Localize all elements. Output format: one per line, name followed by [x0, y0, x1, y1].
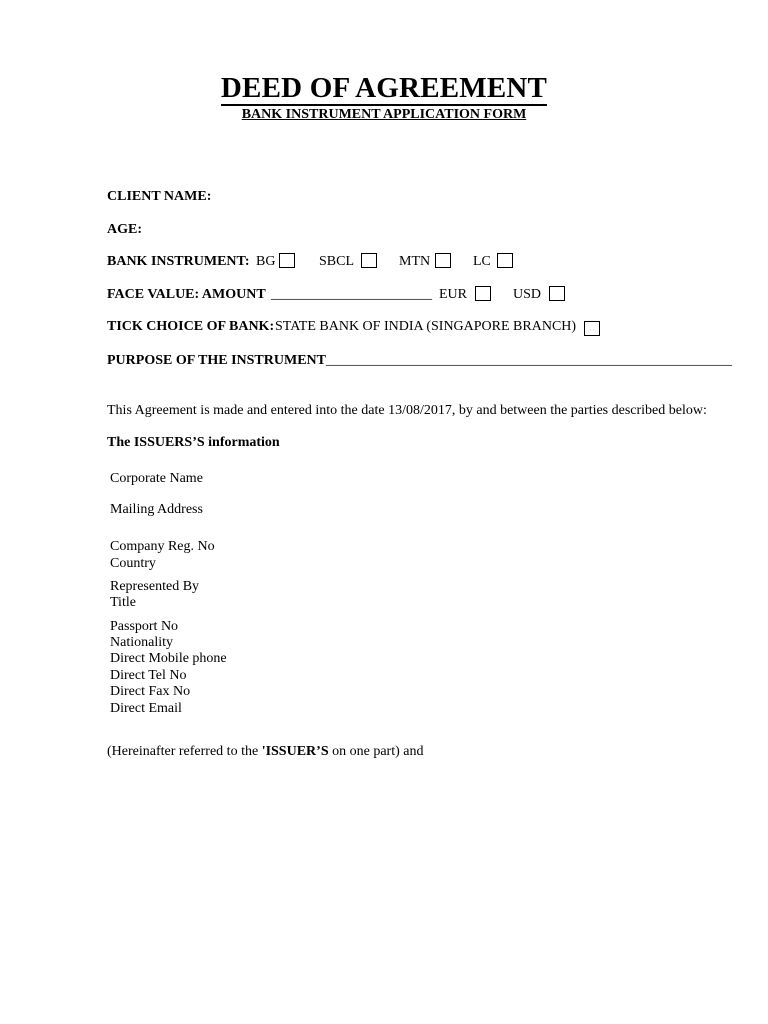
purpose-label — [107, 354, 732, 368]
issuer-field-direct-tel-no: Direct Tel No — [110, 668, 187, 683]
issuer-field-passport-no: Passport No — [110, 619, 179, 634]
face-value-blank[interactable]: _______________________ — [271, 287, 432, 302]
closing-suffix: on one part) and — [328, 744, 424, 759]
document-title — [0, 74, 768, 103]
purpose-label-text: PURPOSE OF THE INSTRUMENT — [107, 353, 326, 368]
bank-choice-checkbox[interactable] — [584, 321, 600, 336]
closing-prefix: (Hereinafter referred to the — [107, 744, 262, 759]
bank-choice-value: STATE BANK OF INDIA (SINGAPORE BRANCH) — [275, 319, 577, 334]
issuer-field-direct-mobile-phone: Direct Mobile phone — [110, 651, 227, 666]
age-label: AGE: — [107, 222, 142, 237]
issuer-heading: The ISSUERS’S information — [107, 435, 280, 450]
issuer-field-represented-by: Represented By — [110, 579, 200, 594]
currency-usd-label: USD — [513, 287, 542, 302]
issuer-field-corporate-name: Corporate Name — [110, 471, 203, 486]
agreement-intro: This Agreement is made and entered into the date 13/08/2017, by and between the parties described below: — [107, 403, 707, 418]
bank-choice-label: TICK CHOICE OF BANK: — [107, 319, 275, 334]
issuer-field-direct-fax-no: Direct Fax No — [110, 684, 191, 699]
option-lc-checkbox[interactable] — [497, 253, 513, 268]
closing-issuer-term: 'ISSUER’S — [261, 744, 329, 759]
issuer-field-title: Title — [110, 595, 136, 610]
face-value-label: FACE VALUE: AMOUNT — [107, 287, 266, 302]
client-name-label: CLIENT NAME: — [107, 189, 212, 204]
bank-instrument-label: BANK INSTRUMENT: — [107, 254, 250, 269]
option-bg-label: BG — [256, 254, 276, 269]
currency-eur-label: EUR — [439, 287, 467, 302]
option-sbcl-label: SBCL — [319, 254, 355, 269]
option-mtn-label: MTN — [399, 254, 431, 269]
issuer-field-nationality: Nationality — [110, 635, 173, 650]
issuer-field-direct-email: Direct Email — [110, 701, 182, 716]
document-subtitle — [0, 108, 768, 122]
purpose-blank[interactable]: __________________________________________________________ — [325, 353, 732, 368]
issuer-field-company-reg-no: Company Reg. No — [110, 539, 215, 554]
currency-eur-checkbox[interactable] — [475, 286, 491, 301]
issuer-field-country: Country — [110, 556, 156, 571]
option-lc-label: LC — [473, 254, 491, 269]
option-bg-checkbox[interactable] — [279, 253, 295, 268]
document-title-text: DEED OF AGREEMENT — [220, 72, 548, 104]
currency-usd-checkbox[interactable] — [549, 286, 565, 301]
document-subtitle-text: BANK INSTRUMENT APPLICATION FORM — [241, 107, 527, 122]
closing-line — [107, 745, 423, 759]
issuer-field-mailing-address: Mailing Address — [110, 502, 203, 517]
option-sbcl-checkbox[interactable] — [361, 253, 377, 268]
option-mtn-checkbox[interactable] — [435, 253, 451, 268]
